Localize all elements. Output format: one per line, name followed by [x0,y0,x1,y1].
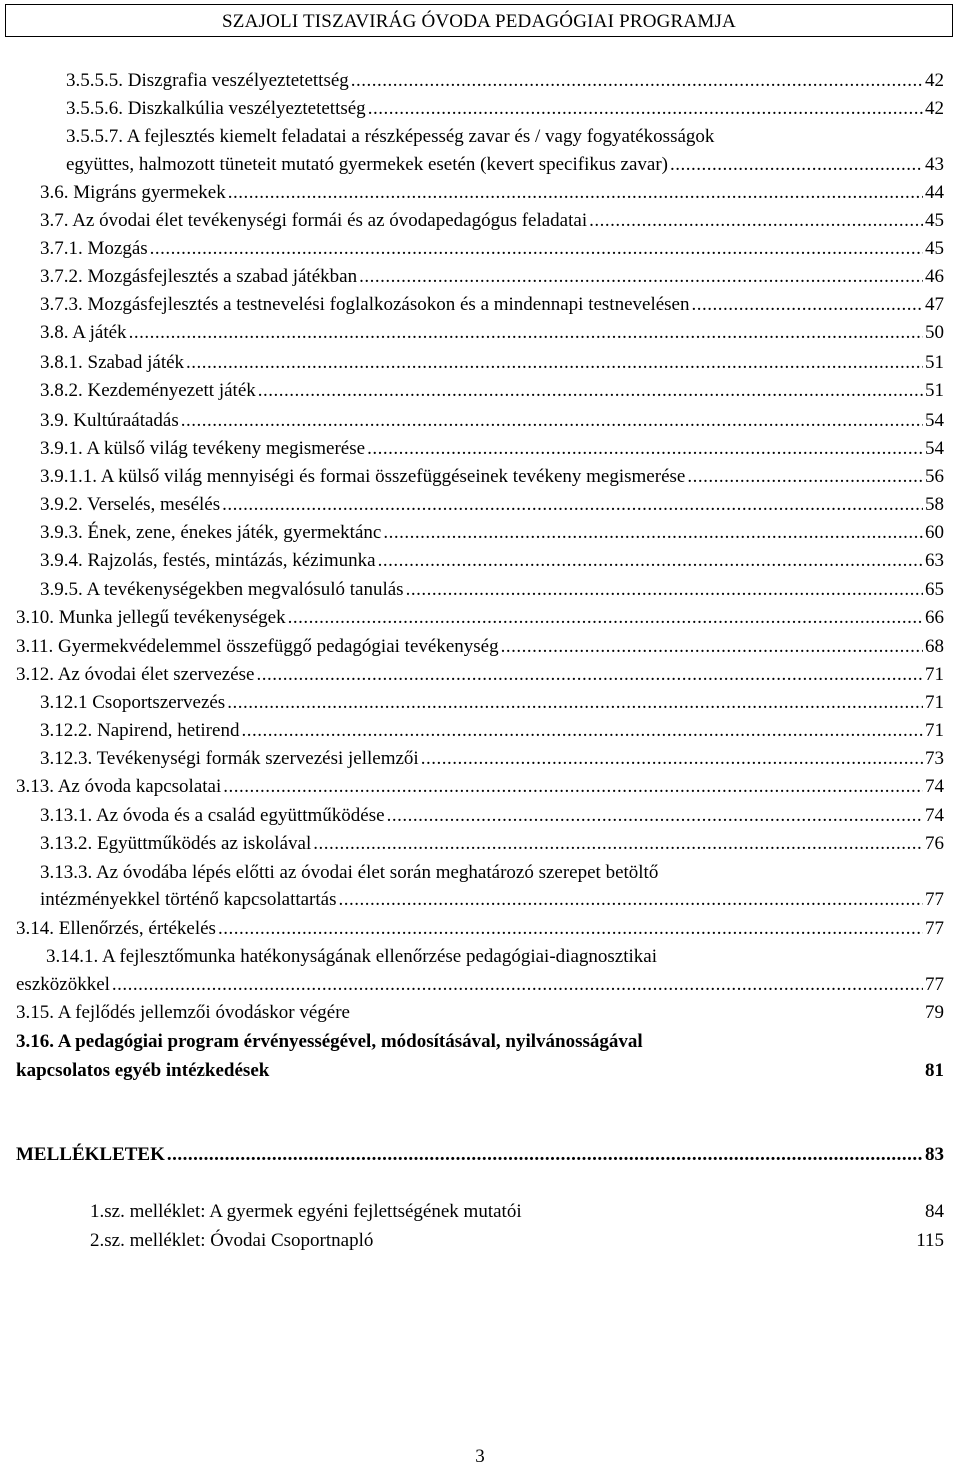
toc-entry-page: 51 [925,352,944,373]
toc-entry-page: 77 [925,974,944,995]
annex-entry-title: 1.sz. melléklet: A gyermek egyéni fejlettségének mutatói [90,1201,522,1222]
toc-entry-title: együttes, halmozott tüneteit mutató gyermekek esetén (kevert specifikus zavar) [66,154,668,175]
dot-leader [687,464,923,490]
toc-entry [0,492,944,518]
toc-entry [0,746,944,772]
toc-entry [0,916,944,942]
toc-entry [0,662,944,688]
toc-entry-title: 3.9. Kultúraátadás [40,410,179,431]
dot-leader [367,436,923,462]
dot-leader [670,152,923,178]
toc-entry-title: 3.7.2. Mozgásfejlesztés a szabad játékban [40,266,358,287]
dot-leader [378,548,923,574]
page-number: 3 [475,1446,485,1467]
dot-leader [218,916,923,942]
toc-entry [0,831,944,857]
toc-entry-page: 65 [925,579,944,600]
dot-leader [288,605,923,631]
toc-entry [0,464,944,490]
toc-entry-title-line1: 3.16. A pedagógiai program érvényességével, módosításával, nyilvánosságával [16,1031,643,1052]
toc-entry-annexes [0,1142,944,1168]
toc-entry-page: 81 [925,1060,944,1081]
toc-entry-page: 46 [925,266,944,287]
toc-entry-page: 79 [925,1002,944,1023]
toc-entry [0,887,944,913]
dot-leader [368,96,923,122]
toc-entry-title-line1: 3.14.1. A fejlesztőmunka hatékonyságának ellenőrzése pedagógiai-diagnosztikai [46,946,657,967]
toc-entry-page: 66 [925,607,944,628]
dot-leader [383,520,923,546]
dot-leader [112,972,923,998]
annex-entry-page: 115 [916,1230,944,1251]
toc-entry-page: 50 [925,322,944,343]
toc-entry [0,152,944,178]
toc-entry-title: 3.12. Az óvodai élet szervezése [16,664,255,685]
toc-entry-title: 3.9.5. A tevékenységekben megvalósuló tanulás [40,579,404,600]
annex-entry [0,1199,944,1225]
dot-leader [421,746,923,772]
dot-leader [351,68,923,94]
toc-entry-page: 54 [925,438,944,459]
toc-entry [0,96,944,122]
toc-entry-title: 3.9.1. A külső világ tevékeny megismerése [40,438,366,459]
toc-entry-title: 3.9.1.1. A külső világ mennyiségi és formai összefüggéseinek tevékeny megismerése [40,466,686,487]
dot-leader [256,662,923,688]
toc-entry [0,774,944,800]
toc-entry-page: 56 [925,466,944,487]
dot-leader [406,577,923,603]
toc-entry-title: 3.5.5.5. Diszgrafia veszélyeztetettség [66,70,349,91]
dot-leader [167,1142,923,1168]
toc-entry [0,577,944,603]
toc-entry [0,634,944,660]
toc-entry-title: 3.15. A fejlődés jellemzői óvodáskor végére [16,1002,350,1023]
toc-entry-title-line1: 3.5.5.7. A fejlesztés kiemelt feladatai a részképesség zavar és / vagy fogyatékosságok [66,126,715,147]
toc-entry-page: 68 [925,636,944,657]
toc-entry-page: 71 [925,692,944,713]
toc-entry [0,408,944,434]
annex-entry-title: 2.sz. melléklet: Óvodai Csoportnapló [90,1230,374,1251]
toc-entry [0,208,944,234]
toc-entry [0,320,944,346]
dot-leader [359,264,923,290]
toc-entry [0,1058,944,1084]
dot-leader [181,408,923,434]
toc-entry [0,292,944,318]
toc-entry-page: 43 [925,154,944,175]
dot-leader [228,180,923,206]
toc-entry-title: 3.12.3. Tevékenységi formák szervezési jellemzői [40,748,419,769]
toc-entry-page: 44 [925,182,944,203]
toc-entry-page: 63 [925,550,944,571]
toc-entry-title: intézményekkel történő kapcsolattartás [40,889,337,910]
running-header [5,4,953,37]
toc-entry-title: 3.7.1. Mozgás [40,238,148,259]
toc-entry-title: 3.13. Az óvoda kapcsolatai [16,776,222,797]
toc-entry-page: 77 [925,889,944,910]
toc-entry-title: eszközökkel [16,974,110,995]
toc-entry-title: 3.8.1. Szabad játék [40,352,185,373]
toc-entry-title: kapcsolatos egyéb intézkedések [16,1060,270,1081]
toc-entry-page: 71 [925,664,944,685]
toc-entry-title: 3.14. Ellenőrzés, értékelés [16,918,216,939]
toc-entry-page: 83 [925,1144,944,1165]
toc-entry [0,605,944,631]
toc-entry-page: 42 [925,98,944,119]
dot-leader [223,774,923,800]
toc-entry-title: 3.11. Gyermekvédelemmel összefüggő pedagógiai tevékenység [16,636,499,657]
dot-leader [501,634,923,660]
toc-entry-title: 3.8. A játék [40,322,127,343]
toc-entry [0,718,944,744]
toc-entry-title: 3.5.5.6. Diszkalkúlia veszélyeztetettség [66,98,366,119]
dot-leader [387,803,923,829]
toc-entry-page: 47 [925,294,944,315]
toc-entry [0,972,944,998]
toc-entry [0,236,944,262]
toc-entry-page: 74 [925,776,944,797]
toc-entry [0,803,944,829]
dot-leader [339,887,924,913]
toc-entry-title: 3.13.2. Együttműködés az iskolával [40,833,312,854]
toc-entry-page: 54 [925,410,944,431]
dot-leader [589,208,923,234]
dot-leader [186,350,923,376]
dot-leader [692,292,924,318]
toc-entry-page: 58 [925,494,944,515]
toc-entry-title: 3.9.2. Verselés, mesélés [40,494,221,515]
toc-entry-page: 74 [925,805,944,826]
toc-entry-title: 3.10. Munka jellegű tevékenységek [16,607,286,628]
toc-entry-title: 3.8.2. Kezdeményezett játék [40,380,256,401]
toc-entry-page: 77 [925,918,944,939]
toc-entry-title: 3.12.2. Napirend, hetirend [40,720,240,741]
toc-entry [0,378,944,404]
dot-leader [313,831,923,857]
dot-leader [222,492,923,518]
toc-entry-page: 60 [925,522,944,543]
dot-leader [227,690,923,716]
toc-entry-title: 3.12.1 Csoportszervezés [40,692,226,713]
dot-leader [150,236,923,262]
header-title: SZAJOLI TISZAVIRÁG ÓVODA PEDAGÓGIAI PROGRAMJA [222,11,736,32]
toc-entry-title-line1: 3.13.3. Az óvodába lépés előtti az óvodai élet során meghatározó szerepet betöltő [40,862,659,883]
toc-entry [0,68,944,94]
dot-leader [241,718,923,744]
annex-entry [0,1228,944,1254]
toc-entry-page: 73 [925,748,944,769]
annex-entry-page: 84 [925,1201,944,1222]
toc-entry-page: 71 [925,720,944,741]
toc-entry-title: 3.7. Az óvodai élet tevékenységi formái és az óvodapedagógus feladatai [40,210,588,231]
toc-entry-title: 3.9.4. Rajzolás, festés, mintázás, kézimunka [40,550,376,571]
toc-entry [0,350,944,376]
toc-entry-page: 42 [925,70,944,91]
toc-entry [0,548,944,574]
toc-entry [0,436,944,462]
toc-entry-title: 3.7.3. Mozgásfejlesztés a testnevelési foglalkozásokon és a mindennapi testnevelésen [40,294,690,315]
toc-entry-title: 3.9.3. Ének, zene, énekes játék, gyermektánc [40,522,382,543]
toc-entry-page: 45 [925,238,944,259]
toc-entry-title: 3.13.1. Az óvoda és a család együttműködése [40,805,385,826]
toc-entry-title: MELLÉKLETEK [16,1144,165,1165]
toc-entry [0,1000,944,1026]
toc-entry [0,180,944,206]
toc-entry-page: 45 [925,210,944,231]
toc-entry-page: 51 [925,380,944,401]
toc-entry-title: 3.6. Migráns gyermekek [40,182,226,203]
toc-entry [0,264,944,290]
dot-leader [129,320,923,346]
toc-entry-page: 76 [925,833,944,854]
dot-leader [258,378,923,404]
toc-entry [0,690,944,716]
toc-entry [0,520,944,546]
